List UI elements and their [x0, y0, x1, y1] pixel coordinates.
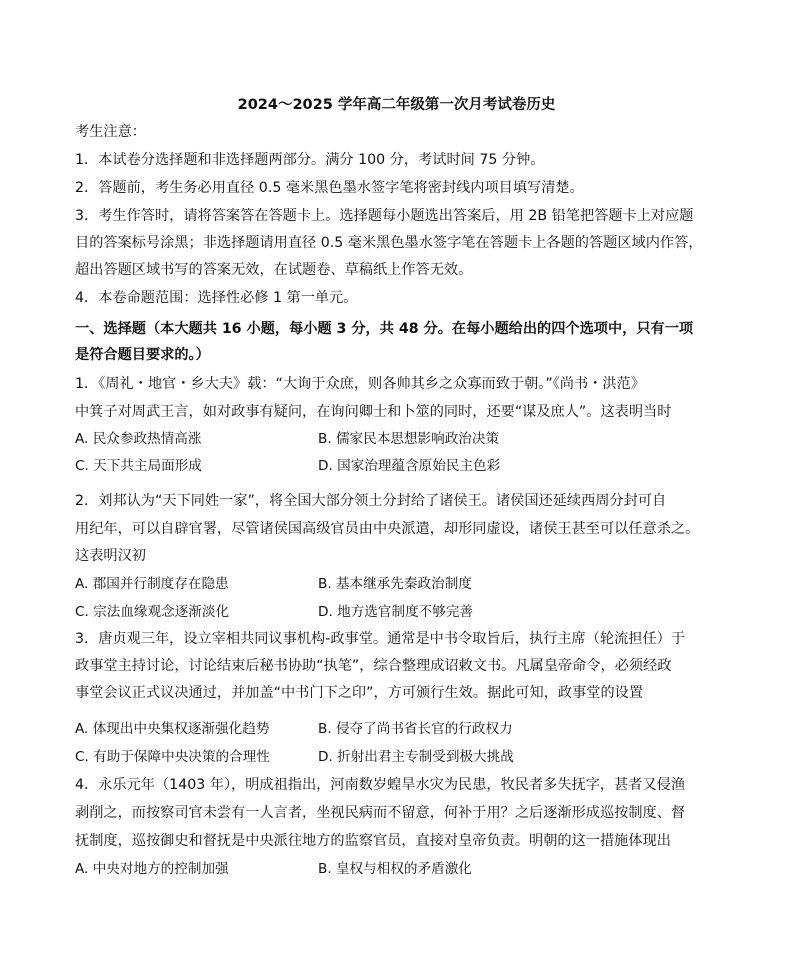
question-3-option-c: C. 有助于保障中央决策的合理性: [75, 749, 270, 765]
question-2-option-d: D. 地方选官制度不够完善: [318, 604, 474, 620]
question-3-option-d: D. 折射出君主专制受到极大挑战: [318, 749, 514, 765]
question-2-option-a: A. 郡国并行制度存在隐患: [75, 576, 229, 592]
notice-item-3-line-2: 目的答案标号涂黑；非选择题请用直径 0.5 毫米黑色墨水签字笔在答题卡上各题的答题区域内作答，: [75, 235, 703, 251]
question-1-option-b: B. 儒家民本思想影响政治决策: [318, 431, 500, 447]
question-2-line-3: 这表明汉初: [75, 548, 146, 564]
question-1-option-d: D. 国家治理蕴含原始民主色彩: [318, 458, 501, 474]
question-1-option-a: A. 民众参政热情高涨: [75, 431, 202, 447]
question-3-option-b: B. 侵夺了尚书省长官的行政权力: [318, 721, 513, 737]
question-3-line-2: 政事堂主持讨论，讨论结束后秘书协助“执笔”，综合整理成诏敕文书。凡属皇帝命令，必须经政: [75, 658, 672, 674]
question-2-line-2: 用纪年，可以自辟官署，尽管诸侯国高级官员由中央派遣，却形同虚设，诸侯王甚至可以任意杀之。: [75, 521, 700, 537]
question-4-line-1: 4．永乐元年（1403 年），明成祖指出，河南数岁蝗旱水灾为民患，牧民者多失抚字，甚者又侵渔: [75, 777, 686, 793]
question-3-line-3: 事堂会议正式议决通过，并加盖“中书门下之印”，方可颁行生效。据此可知，政事堂的设置: [75, 685, 644, 701]
notice-item-4: 4．本卷命题范围：选择性必修 1 第一单元。: [75, 290, 358, 306]
notice-heading: 考生注意：: [75, 124, 146, 140]
question-4-option-a: A. 中央对地方的控制加强: [75, 861, 229, 877]
notice-item-2: 2．答题前，考生务必用直径 0.5 毫米黑色墨水签字笔将密封线内项目填写清楚。: [75, 180, 584, 196]
exam-title: 2024～2025 学年高二年级第一次月考试卷历史: [237, 97, 556, 113]
question-3-option-a: A. 体现出中央集权逐渐强化趋势: [75, 721, 270, 737]
question-4-option-b: B. 皇权与相权的矛盾激化: [318, 861, 472, 877]
question-1-line-2: 中箕子对周武王言，如对政事有疑问，在询问卿士和卜筮的同时，还要“谋及庶人”。这表明当时: [75, 404, 672, 420]
notice-item-3-line-3: 超出答题区域书写的答案无效，在试题卷、草稿纸上作答无效。: [75, 262, 473, 278]
question-2-option-b: B. 基本继承先秦政治制度: [318, 576, 472, 592]
question-4-line-3: 抚制度，巡按御史和督抚是中央派往地方的监察官员，直接对皇帝负责。明朝的这一措施体现出: [75, 833, 671, 849]
question-3-line-1: 3．唐贞观三年，设立宰相共同议事机构-政事堂。通常是中书令取旨后，执行主席（轮流担任）于: [75, 631, 686, 647]
question-4-line-2: 剥削之，而按察司官未尝有一人言者，坐视民病而不留意，何补于用？之后逐渐形成巡按制度、督: [75, 805, 686, 821]
question-2-option-c: C. 宗法血缘观念逐渐淡化: [75, 604, 230, 620]
question-1-line-1: 1．《周礼・地官・乡大夫》载：“大询于众庶，则各帅其乡之众寡而致于朝。”《尚书・洪范》: [75, 376, 645, 392]
notice-item-1: 1．本试卷分选择题和非选择题两部分。满分 100 分，考试时间 75 分钟。: [75, 152, 545, 168]
section-heading-line-2: 是符合题目要求的。）: [75, 347, 210, 363]
section-heading-line-1: 一、选择题（本大题共 16 小题，每小题 3 分，共 48 分。在每小题给出的四个选项中，只有一项: [75, 321, 694, 337]
question-2-line-1: 2．刘邦认为“天下同姓一家”，将全国大部分领土分封给了诸侯王。诸侯国还延续西周分封可自: [75, 493, 667, 509]
question-1-option-c: C. 天下共主局面形成: [75, 458, 202, 474]
notice-item-3-line-1: 3．考生作答时，请将答案答在答题卡上。选择题每小题选出答案后，用 2B 铅笔把答题卡上对应题: [75, 208, 694, 224]
